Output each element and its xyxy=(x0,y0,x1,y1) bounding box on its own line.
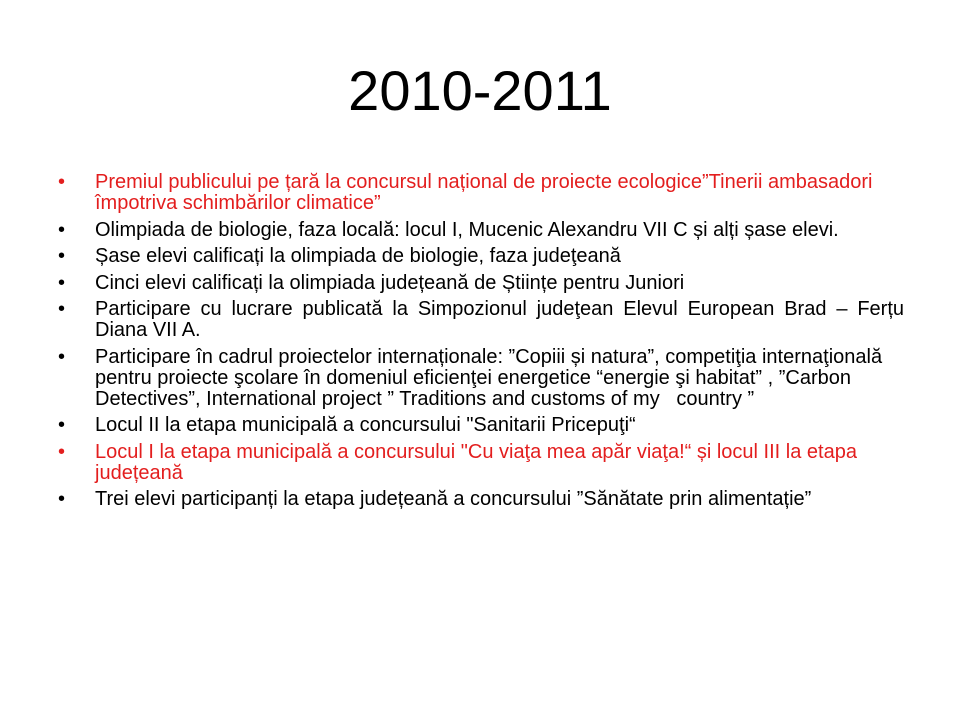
list-item xyxy=(58,442,904,484)
bullet-icon: • xyxy=(58,440,66,463)
list-item-text: Premiul publicului pe țară la concursul național de proiecte ecologice”Tinerii ambasadori împotriva schimbărilor climatice” xyxy=(95,171,879,214)
bullet-icon: • xyxy=(58,271,66,294)
bullet-icon: • xyxy=(58,298,66,320)
list-item-text: Participare în cadrul proiectelor internaționale: ”Copiii și natura”, competiţia internaţională pentru proiecte şcolare în domeniul eficienţei energetice “energie şi habitat” , ”Carbon Detectives”, International project ” Traditions and customs of my country ” xyxy=(95,345,888,410)
bullet-icon: • xyxy=(58,488,66,510)
list-item-text: Locul I la etapa municipală a concursului "Cu viaţa mea apăr viaţa!“ și locul III la etapa județeană xyxy=(95,440,863,484)
bullet-icon: • xyxy=(58,218,66,241)
list-item xyxy=(58,273,904,294)
bullet-icon: • xyxy=(58,245,66,267)
list-item xyxy=(58,415,904,436)
list-item xyxy=(58,489,904,510)
bullet-list xyxy=(58,171,910,516)
list-item-text: Locul II la etapa municipală a concursului "Sanitarii Pricepuţi“ xyxy=(95,414,636,436)
slide-title: 2010-2011 xyxy=(348,59,612,122)
list-item xyxy=(58,172,904,214)
list-item xyxy=(58,298,910,341)
list-item-text: Trei elevi participanți la etapa județeană a concursului ”Sănătate prin alimentație” xyxy=(95,488,812,510)
bullet-icon: • xyxy=(58,345,66,368)
list-item-text: Olimpiada de biologie, faza locală: locul I, Mucenic Alexandru VII C și alți șase elevi. xyxy=(95,218,839,241)
list-item-text: Șase elevi calificați la olimpiada de biologie, faza judeţeană xyxy=(95,245,621,267)
bullet-icon: • xyxy=(58,414,66,436)
list-item xyxy=(58,347,904,410)
bullet-icon: • xyxy=(58,171,66,193)
list-item xyxy=(58,220,904,241)
list-item-text: Cinci elevi calificați la olimpiada județeană de Științe pentru Juniori xyxy=(95,271,685,294)
list-item xyxy=(58,246,904,267)
list-item-text: Participare cu lucrare publicată la Simpozionul judeţean Elevul European Brad – Ferțu Diana VII A. xyxy=(95,298,910,341)
